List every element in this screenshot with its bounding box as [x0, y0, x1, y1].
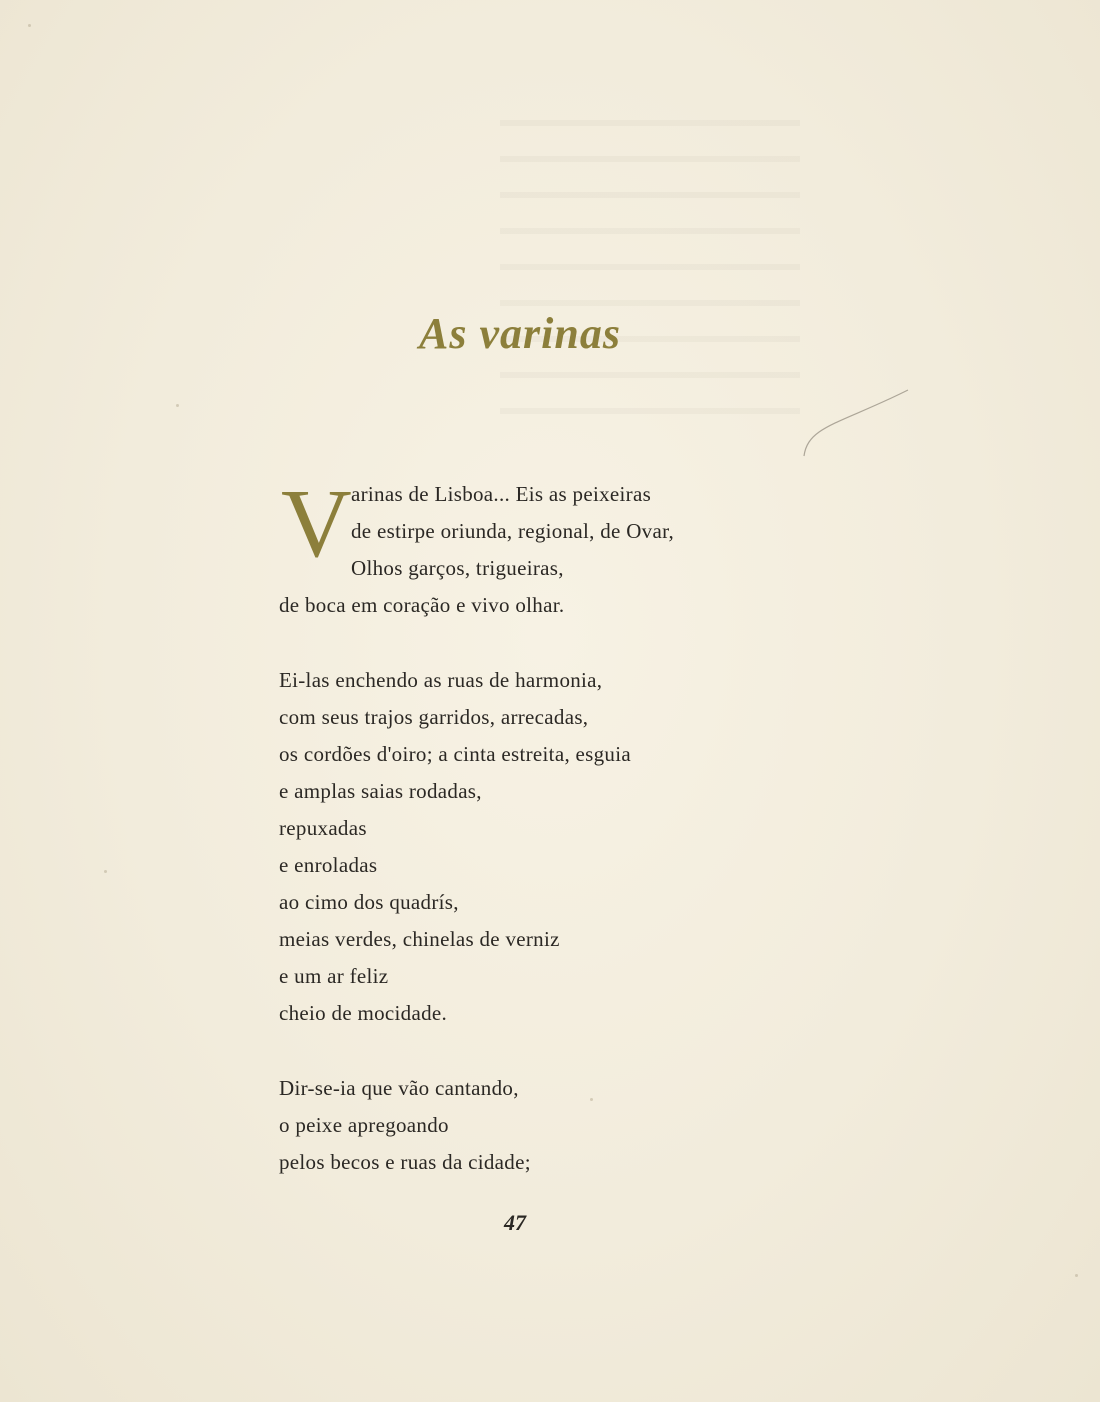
poem-line: meias verdes, chinelas de verniz: [279, 927, 560, 951]
poem-body: [279, 470, 799, 1181]
poem-line: com seus trajos garridos, arrecadas,: [279, 705, 589, 729]
poem-line: o peixe apregoando: [279, 1113, 449, 1137]
poem-line: Dir-se-ia que vão cantando,: [279, 1076, 519, 1100]
paper-speck: [104, 870, 107, 873]
poem-line: e amplas saias rodadas,: [279, 779, 482, 803]
poem-line: cheio de mocidade.: [279, 1001, 448, 1025]
poem-line: de estirpe oriunda, regional, de Ovar,: [351, 519, 675, 543]
poem-line: os cordões d'oiro; a cinta estreita, esguia: [279, 742, 631, 766]
poem-line: repuxadas: [279, 816, 367, 840]
page-number: 47: [504, 1210, 526, 1235]
stanza-3: [279, 1070, 799, 1181]
drop-cap-letter: V: [281, 470, 352, 578]
poem-line: ao cimo dos quadrís,: [279, 890, 459, 914]
poem-line: e um ar feliz: [279, 964, 389, 988]
stanza-break: [279, 1032, 799, 1070]
paper-speck: [1075, 1274, 1078, 1277]
poem-line: pelos becos e ruas da cidade;: [279, 1150, 531, 1174]
poem-line: arinas de Lisboa... Eis as peixeiras: [351, 482, 652, 506]
pencil-stroke-mark: [800, 386, 920, 466]
poem-line: e enroladas: [279, 853, 378, 877]
paper-speck: [28, 24, 31, 27]
poem-line: Olhos garços, trigueiras,: [351, 556, 564, 580]
poem-line: Ei-las enchendo as ruas de harmonia,: [279, 668, 603, 692]
stanza-2: [279, 662, 799, 1032]
paper-speck: [176, 404, 179, 407]
show-through-from-reverse: [500, 120, 800, 440]
poem-title: As varinas: [419, 309, 621, 358]
stanza-1: [279, 470, 799, 624]
poem-line: de boca em coração e vivo olhar.: [279, 593, 565, 617]
stanza-break: [279, 624, 799, 662]
